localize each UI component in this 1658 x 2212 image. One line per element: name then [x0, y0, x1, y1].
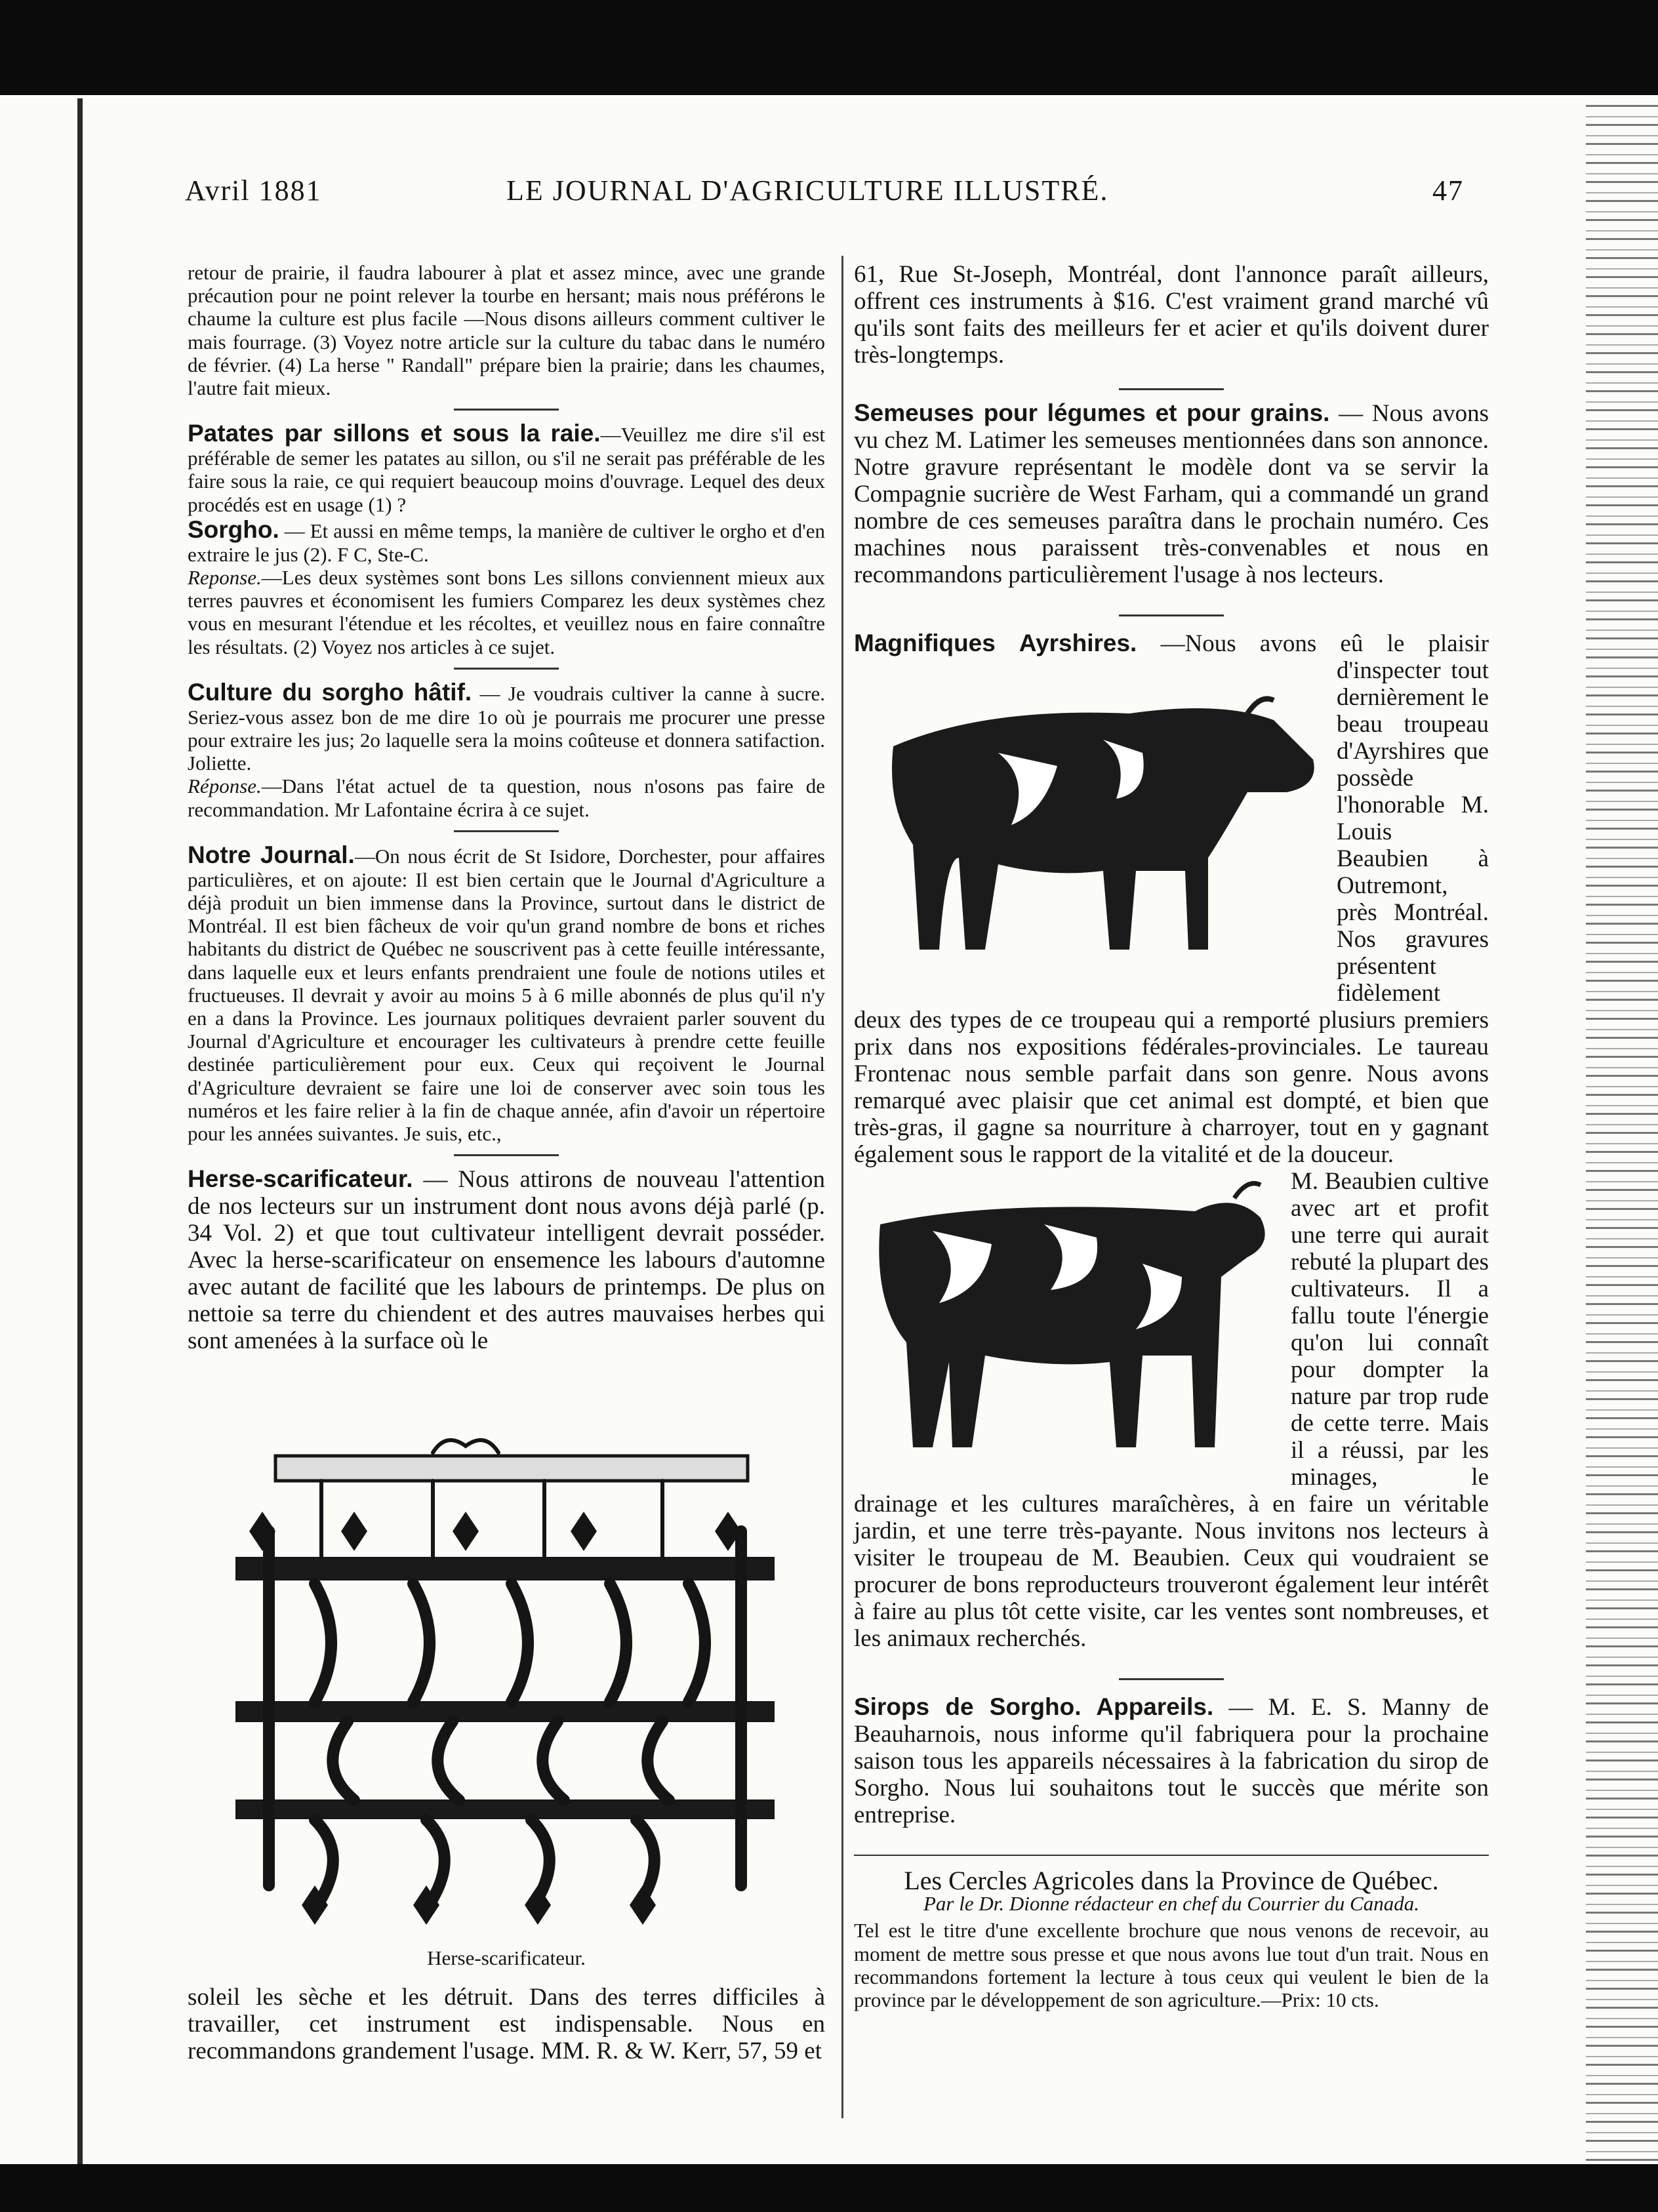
body-semeuses: — Nous avons vu chez M. Latimer les semeuses mentionnées dans son annonce. Notre gravure représentant le modèle dont va se servir la Compagnie sucrière de West Farham, qui a commandé un grand nombre de ces semeuses paraîtra dans le prochain numéro. Ces machines nous paraissent très-convenables et nous en recommandons particulièrement l'usage à nos lecteurs.: [854, 400, 1489, 588]
reply-label: Reponse.: [188, 566, 262, 590]
full-width-rule: [854, 1855, 1489, 1856]
harrow-caption: Herse-scarificateur.: [427, 1946, 586, 1969]
bull-drawing: [854, 661, 1326, 976]
article-herse-continued: soleil les sèche et les détruit. Dans des terres difficiles à travailler, cet instrument est indispensable. Nous en recommandons grandement l'usage. MM. R. & W. Kerr, 57, 59 et: [188, 1984, 825, 2064]
left-column: [188, 261, 825, 1354]
body-sorgho: — Et aussi en même temps, la manière de cultiver le orgho et d'en extraire le jus (2). F C, Ste-C.: [188, 519, 825, 566]
body-patates: —Veuillez me dire s'il est préférable de semer les patates au sillon, ou s'il ne serait pas préférable de les faire sous la raie, ce qui requiert beaucoup moins d'ouvrage. Lequel des deux procédés est en usage (1) ?: [188, 423, 826, 516]
heading-sorgho: Sorgho.: [188, 515, 279, 543]
reply-label: Réponse.: [188, 774, 262, 798]
heading-notre-journal: Notre Journal.: [188, 841, 355, 868]
reply-2: [188, 774, 825, 820]
section-rule: [454, 409, 559, 411]
article-sirops: [854, 1693, 1489, 1828]
body-sirops: — M. E. S. Manny de Beauharnois, nous informe qu'il fabriquera pour la prochaine saison tous les appareils nécessaires à la fabrication du sirop de Sorgho. Nous lui souhaitons tout le succès que mérite son entreprise.: [854, 1694, 1489, 1828]
reply-1-body: —Les deux systèmes sont bons Les sillons conviennent mieux aux terres pauvres et économisent les fumiers Comparez les deux systèmes chez vous en mesurant l'étendue et les récoltes, et veuillez nous en faire connaître les résultats. (2) Voyez nos articles à ce sujet.: [188, 566, 825, 658]
page-header: [185, 174, 1464, 213]
article-herse: [188, 1165, 825, 1354]
section-rule: [454, 668, 559, 670]
journal-title: LE JOURNAL D'AGRICULTURE ILLUSTRÉ.: [506, 174, 1109, 207]
section-rule: [454, 830, 559, 832]
top-scan-border: [0, 0, 1658, 95]
section-rule: [1119, 614, 1224, 616]
heading-cercles: Les Cercles Agricoles dans la Province de Québec.: [904, 1866, 1439, 1895]
bottom-scan-border: [0, 2164, 1658, 2212]
article-beaubien: [854, 1168, 1489, 1652]
heading-semeuses: Semeuses pour légumes et pour grains.: [854, 399, 1330, 426]
column-divider: [841, 256, 843, 2118]
header-date: Avril 1881: [185, 174, 322, 207]
page-number: 47: [1432, 174, 1464, 207]
byline: [854, 1892, 1489, 1915]
section-rule: [1119, 388, 1224, 390]
article-sorgho: [188, 516, 825, 566]
harrow-drawing: [216, 1426, 787, 1944]
left-scan-edge: [77, 98, 83, 2164]
reply-2-body: —Dans l'état actuel de ta question, nous n'osons pas faire de recommandation. Mr Lafontaine écrira à ce sujet.: [188, 774, 825, 821]
section-rule: [1119, 1678, 1224, 1680]
body-beaubien: M. Beaubien cultive avec art et profit une terre qui aurait rebuté la plupart des cultivateurs. Il a fallu toute l'énergie qu'on lui connaît pour dompter la nature par trop rude de cette terre. Mais il a réussi, par les minages, le drainage et les cultures maraîchères, à en faire un véritable jardin, et une terre très-payante. Nous invitons nos lecteurs à visiter le troupeau de M. Beaubien. Ceux qui voudraient se procurer de bons reproducteurs trouveront également leur intérêt à faire au plus tôt cette visite, car les ventes sont nombreuses, et les animaux recherchés.: [854, 1168, 1489, 1652]
body-culture-sorgho: — Je voudrais cultiver la canne à sucre. Seriez-vous assez bon de me dire 1o où je pourrais me procurer une presse pour extraire les jus; 2o laquelle sera la moins coûteuse et donnera satifaction. Joliette.: [188, 681, 826, 775]
article-semeuses: [854, 399, 1489, 588]
heading-patates: Patates par sillons et sous la raie.: [188, 420, 601, 447]
article-patates: [188, 420, 825, 516]
harrow-illustration: [216, 1426, 787, 1944]
heading-herse: Herse-scarificateur.: [188, 1165, 413, 1193]
heading-culture-sorgho: Culture du sorgho hâtif.: [188, 678, 472, 706]
article-ayrshires: [854, 630, 1489, 1168]
heading-sirops: Sirops de Sorgho. Appareils.: [854, 1693, 1214, 1720]
heading-ayrshires: Magnifiques Ayrshires.: [854, 630, 1137, 656]
article-continuation: retour de prairie, il faudra labourer à plat et assez mince, avec une grande précaution pour ne point relever la tourbe en hersant; mais nous préférons le chaume la culture est plus facile —Nous disons ailleurs comment cultiver le mais fourrage. (3) Voyez notre article sur la culture du tabac dans le numéro de février. (4) La herse " Randall" prépare bien la prairie; dans les chaumes, l'autre fait mieux.: [188, 261, 825, 400]
reply-1: [188, 566, 825, 658]
cow-illustration: [854, 1172, 1280, 1479]
right-column-upper: [854, 379, 1489, 2011]
article-notre-journal: [188, 841, 825, 1145]
body-ayrshires: —Nous avons eû le plaisir d'inspecter tout dernièrement le beau troupeau d'Ayrshires que possède l'honorable M. Louis Beaubien à Outremont, près Montréal. Nos gravures présentent fidèlement deux des types de ce troupeau qui a remporté plusiurs premiers prix dans nos expositions fédérales-provinciales. Le taureau Frontenac nous semble parfait dans son genre. Nous avons remarqué avec plaisir que cet animal est dompté, et bien que très-gras, il gagne sa nourriture à charroyer, tout en y gagnant également sous le rapport de la vitalité et de la douceur.: [854, 630, 1489, 1168]
article-culture-sorgho: [188, 679, 825, 775]
right-scan-edge: [1586, 98, 1658, 2164]
byline-text: Par le Dr. Dionne rédacteur en chef du Courrier du Canada.: [923, 1892, 1419, 1916]
bull-illustration: [854, 661, 1326, 982]
section-rule: [454, 1154, 559, 1156]
article-cercles: Tel est le titre d'une excellente brochure que nous venons de recevoir, au moment de mettre sous presse et que nous avons lue tout d'un trait. Nous en recommandons fortement la lecture à tous ceux qui veulent le bien de la province par le développement de son agriculture.—Prix: 10 cts.: [854, 1919, 1489, 2012]
article-kerr-continued: 61, Rue St-Joseph, Montréal, dont l'annonce paraît ailleurs, offrent ces instruments à $16. C'est vraiment grand marché vû qu'ils sont faits des meilleurs fer et acier et qu'ils doivent durer très-longtemps.: [854, 261, 1489, 369]
cow-drawing: [854, 1172, 1280, 1474]
body-notre-journal: —On nous écrit de St Isidore, Dorchester, pour affaires particulières, et on ajoute: Il est bien certain que le Journal d'Agriculture a déjà produit un bien immense dans la Province, surtout dans le district de Montréal. Il est bien fâcheux de voir qu'un grand nombre de bons et riches habitants du district de Québec ne souscrivent pas à cette feuille intéressante, dans laquelle eux et leurs enfants prendraient une foule de notions utiles et fructueuses. Il devrait y avoir au moins 5 à 6 mille abonnés de plus qu'il n'y en a dans la Province. Les journaux politiques devraient parler souvent du Journal d'Agriculture et encourager les cultivateurs à prendre cette feuille destinée particulièrement pour eux. Ceux qui reçoivent le Journal d'Agriculture devraient se faire une loi de conserver avec soin tous les numéros et les faire relier à la fin de chaque année, afin d'avoir un répertoire pour les années suivantes. Je suis, etc.,: [188, 844, 825, 1146]
body-herse: — Nous attirons de nouveau l'attention de nos lecteurs sur un instrument dont nous avons déjà parlé (p. 34 Vol. 2) et que tout cultivateur intelligent devrait posséder. Avec la herse-scarificateur on ensemence les labours d'automne avec autant de facilité que les labours de printemps. De plus on nettoie sa terre du chiendent et des autres mauvaises herbes qui sont amenées à la surface où le: [188, 1166, 825, 1355]
